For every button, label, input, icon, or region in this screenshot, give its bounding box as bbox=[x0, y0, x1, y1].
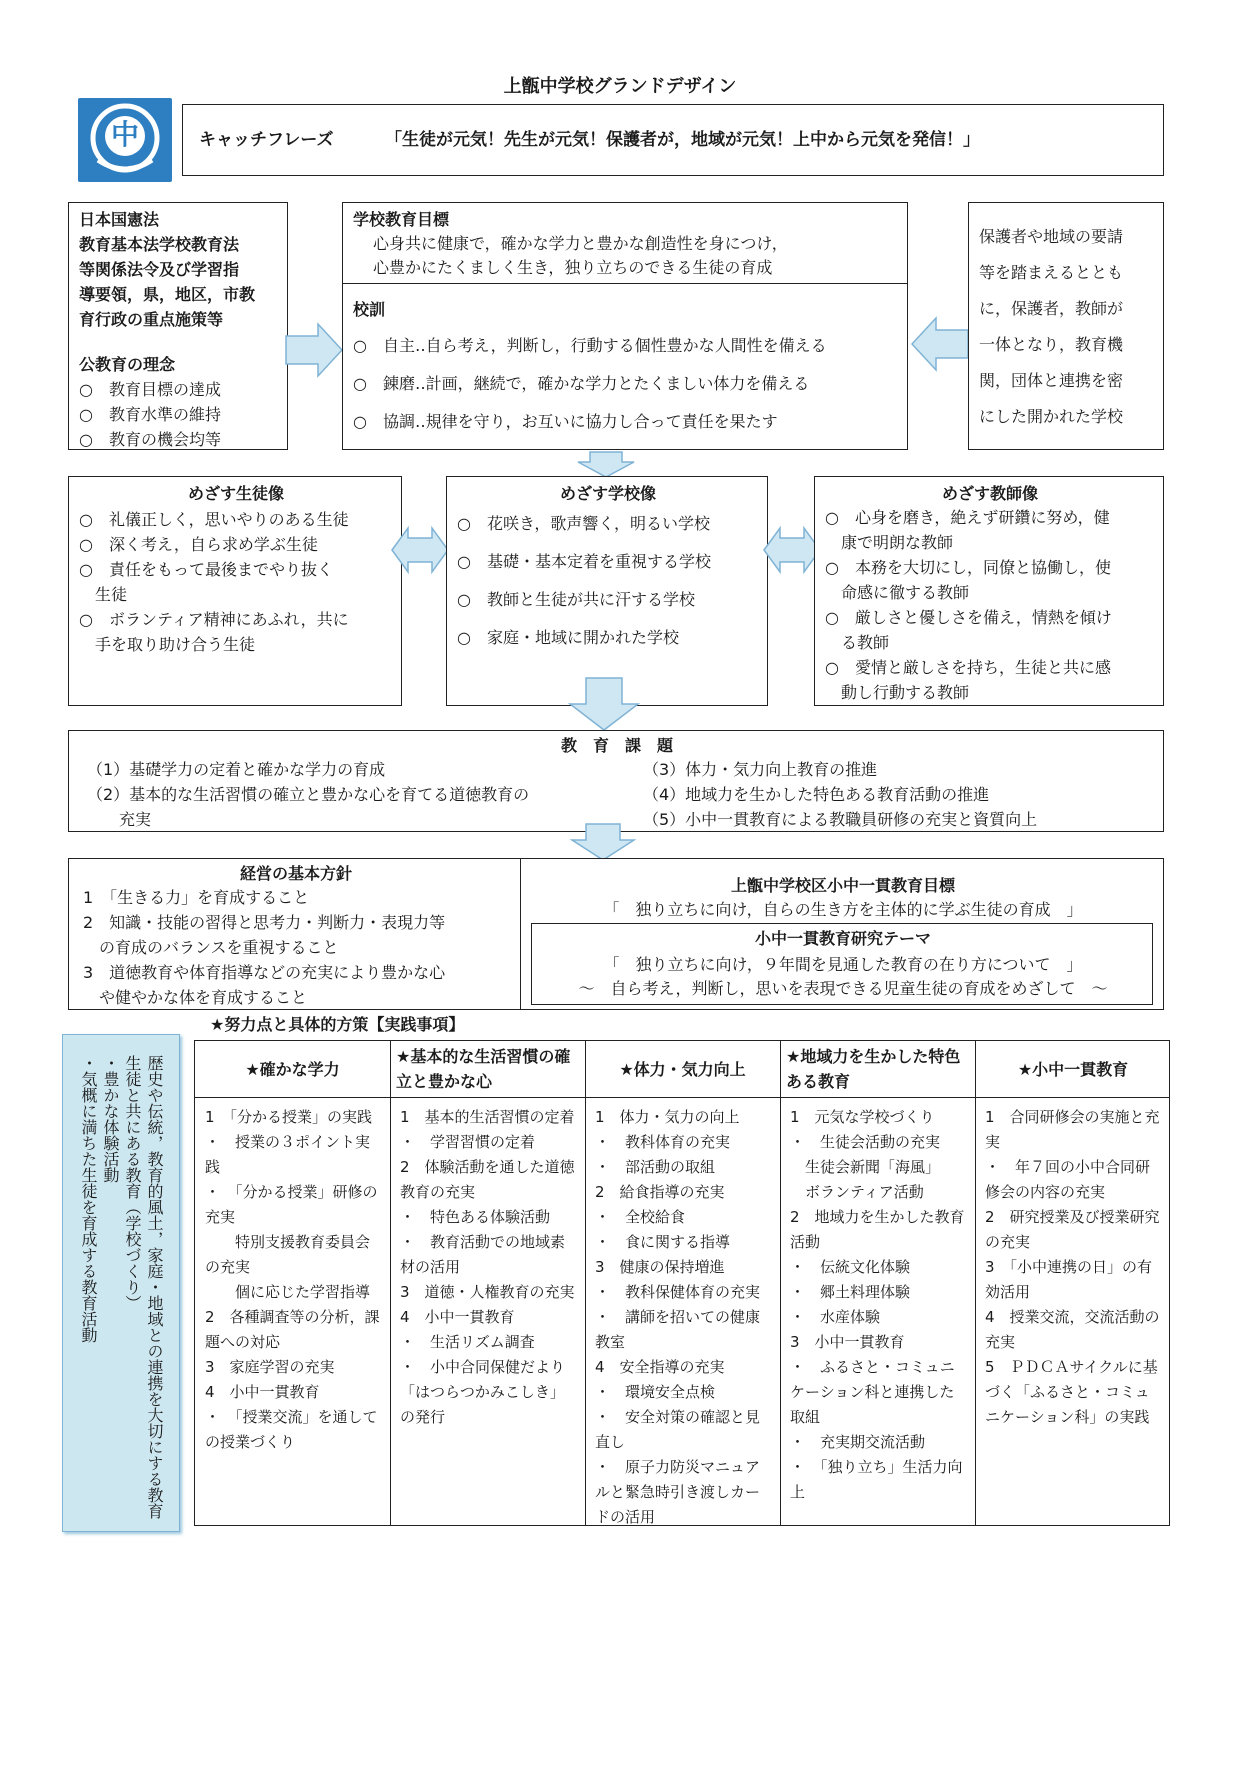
teacher-image-title: めざす教師像 bbox=[941, 484, 1038, 503]
motto-item: ○ 錬磨‥計画，継続で，確かな学力とたくましい体力を備える bbox=[353, 374, 810, 393]
practice-item: ・ 授業の３ポイント実践 bbox=[205, 1133, 371, 1176]
policy-line: 3 道徳教育や体育指導などの充実により豊かな心 bbox=[83, 963, 446, 982]
practice-item: ・ 学習習慣の定着 bbox=[400, 1133, 536, 1151]
issue-line: （3）体力・気力向上教育の推進 bbox=[643, 760, 878, 779]
arrow-down-icon bbox=[576, 450, 636, 478]
practice-item: 1 元気な学校づくり bbox=[790, 1108, 935, 1126]
issue-line: （2）基本的な生活習慣の確立と豊かな心を育てる道徳教育の bbox=[87, 785, 530, 804]
education-issues-box bbox=[68, 730, 1164, 832]
practice-item: ・ 全校給食 bbox=[595, 1208, 686, 1226]
catchphrase-label: キャッチフレーズ bbox=[199, 130, 334, 150]
practice-item: ボランティア活動 bbox=[790, 1183, 924, 1201]
page-title: 上甑中学校グランドデザイン bbox=[503, 76, 737, 97]
policy-line: 2 知識・技能の習得と思考力・判断力・表現力等 bbox=[83, 913, 446, 932]
ideal-item: ○ 教育水準の維持 bbox=[79, 405, 221, 424]
practice-item: 4 小中一貫教育 bbox=[400, 1308, 515, 1326]
school-image-item: ○ 教師と生徒が共に汗する学校 bbox=[457, 590, 695, 609]
practice-item: ・ 「分かる授業」研修の充実 bbox=[205, 1183, 378, 1226]
integrated-goal-box bbox=[520, 858, 1164, 1010]
community-line: 保護者や地域の要請 bbox=[979, 227, 1124, 246]
column-body bbox=[595, 1105, 771, 1530]
practice-item: ・ ふるさと・コミュニケーション科と連携した取組 bbox=[790, 1358, 955, 1426]
student-image-line: ○ 責任をもって最後までやり抜く bbox=[79, 560, 333, 579]
column-body bbox=[400, 1105, 576, 1430]
practice-item: ・ 水産体験 bbox=[790, 1308, 881, 1326]
practice-item: ・ 年７回の小中合同研修会の内容の充実 bbox=[985, 1158, 1151, 1201]
school-goal-title: 学校教育目標 bbox=[353, 210, 450, 229]
catchphrase-box bbox=[182, 104, 1164, 176]
teacher-image-line: 命感に徹する教師 bbox=[825, 583, 970, 602]
teacher-image-line: ○ 愛情と厳しさを持ち，生徒と共に感 bbox=[825, 658, 1111, 677]
community-box bbox=[968, 202, 1164, 450]
legal-basis-box bbox=[68, 202, 288, 450]
ideal-item: ○ 教育目標の達成 bbox=[79, 380, 221, 399]
school-goal-line: 心身共に健康で，確かな学力と豊かな創造性を身につけ， bbox=[373, 234, 788, 253]
column-body bbox=[985, 1105, 1161, 1430]
practice-item: 1 合同研修会の実施と充実 bbox=[985, 1108, 1160, 1151]
teacher-image-line: ○ 心身を磨き，絶えず研鑽に努め，健 bbox=[825, 508, 1110, 527]
student-image-line: ○ 礼儀正しく，思いやりのある生徒 bbox=[79, 510, 349, 529]
column-header: ★基本的な生活習慣の確立と豊かな心 bbox=[396, 1047, 571, 1091]
school-logo bbox=[78, 98, 172, 182]
management-policy-title: 経営の基本方針 bbox=[239, 864, 352, 883]
school-image-item: ○ 基礎・基本定着を重視する学校 bbox=[457, 552, 711, 571]
basis-line: 等関係法令及び学習指 bbox=[79, 260, 240, 279]
issue-line: 充実 bbox=[87, 810, 152, 829]
practice-item: ・ 原子力防災マニュアルと緊急時引き渡しカードの活用 bbox=[595, 1458, 761, 1526]
practice-item: 3 家庭学習の充実 bbox=[205, 1358, 335, 1376]
practice-item: 2 体験活動を通した道徳教育の充実 bbox=[400, 1158, 575, 1201]
student-image-line: ○ 深く考え，自ら求め学ぶ生徒 bbox=[79, 535, 318, 554]
basis-line: 導要領，県，地区，市教 bbox=[79, 285, 256, 304]
practice-item: ・ 安全対策の確認と見直し bbox=[595, 1408, 761, 1451]
school-goal-line: 心豊かにたくましく生き，独り立ちのできる生徒の育成 bbox=[373, 258, 773, 277]
research-theme-box bbox=[531, 923, 1153, 1005]
motto-item: ○ 協調‥規律を守り，お互いに協力し合って責任を果たす bbox=[353, 412, 778, 431]
column-header: ★地域力を生かした特色ある教育 bbox=[786, 1047, 961, 1091]
policy-line: 1 「生きる力」を育成すること bbox=[83, 888, 310, 907]
student-image-line: 生徒 bbox=[79, 585, 128, 604]
practice-item: ・ 郷土料理体験 bbox=[790, 1283, 911, 1301]
practice-item: 特別支援教育委員会の充実 bbox=[205, 1233, 371, 1276]
practice-item: ・ 教科体育の充実 bbox=[595, 1133, 731, 1151]
arrow-left-icon bbox=[908, 316, 970, 372]
integrated-goal-title: 上甑中学校区小中一貫教育目標 bbox=[730, 876, 955, 895]
practice-item: 3 健康の保持増進 bbox=[595, 1258, 725, 1276]
practice-item: 2 各種調査等の分析，課題への対応 bbox=[205, 1308, 380, 1351]
student-image-title: めざす生徒像 bbox=[187, 484, 284, 503]
research-theme-text: 「 独り立ちに向け，９年間を見通した教育の在り方について 」 bbox=[603, 955, 1083, 974]
column-body bbox=[205, 1105, 381, 1455]
practice-item: 3 「小中連携の日」の有効活用 bbox=[985, 1258, 1153, 1301]
banner-sub-text: ・豊かな体験活動 bbox=[101, 1055, 120, 1183]
practice-item: 2 給食指導の充実 bbox=[595, 1183, 725, 1201]
issue-line: （5）小中一貫教育による教職員研修の充実と資質向上 bbox=[643, 810, 1038, 829]
public-education-title: 公教育の理念 bbox=[79, 355, 176, 374]
school-image-item: ○ 家庭・地域に開かれた学校 bbox=[457, 628, 679, 647]
practice-item: 1 体力・気力の向上 bbox=[595, 1108, 740, 1126]
practice-item: 1 「分かる授業」の実践 bbox=[205, 1108, 373, 1126]
arrow-down-icon bbox=[570, 822, 636, 862]
practice-item: 個に応じた学習指導 bbox=[205, 1283, 371, 1301]
practice-item: 4 小中一貫教育 bbox=[205, 1383, 320, 1401]
school-goal-box bbox=[342, 202, 908, 450]
practice-item: 5 ＰＤＣＡサイクルに基づく「ふるさと・コミュニケーション科」の実践 bbox=[985, 1358, 1158, 1426]
issue-line: （1）基礎学力の定着と確かな学力の育成 bbox=[87, 760, 386, 779]
column-body bbox=[790, 1105, 966, 1505]
practice-item: ・ 講師を招いての健康教室 bbox=[595, 1308, 761, 1351]
catchphrase-text: 「生徒が元気！先生が元気！保護者が，地域が元気！上中から元気を発信！」 bbox=[385, 130, 980, 150]
teacher-image-box bbox=[814, 476, 1164, 706]
practice-header: ★努力点と具体的方策【実践事項】 bbox=[210, 1015, 465, 1034]
teacher-image-line: ○ 厳しさと優しさを備え，情熱を傾け bbox=[825, 608, 1112, 627]
column-header: ★小中一貫教育 bbox=[1017, 1059, 1129, 1079]
banner-sub-text: ・気概に満ちた生徒を育成する教育活動 bbox=[79, 1055, 98, 1343]
student-image-line: 手を取り助け合う生徒 bbox=[79, 635, 256, 654]
community-line: 一体となり，教育機 bbox=[979, 335, 1124, 354]
teacher-image-line: 康で明朗な教師 bbox=[825, 533, 954, 552]
student-image-line: ○ ボランティア精神にあふれ，共に bbox=[79, 610, 349, 629]
integrated-goal-text: 「 独り立ちに向け，自らの生き方を主体的に学ぶ生徒の育成 」 bbox=[603, 900, 1083, 919]
motto-title: 校訓 bbox=[353, 300, 386, 319]
practice-item: 生徒会新聞「海風」 bbox=[790, 1158, 941, 1176]
side-banner bbox=[62, 1034, 180, 1532]
research-theme-sub: ～ 自ら考え，判断し，思いを表現できる児童生徒の育成をめざして ～ bbox=[578, 979, 1108, 998]
practice-item: ・ 教科保健体育の充実 bbox=[595, 1283, 761, 1301]
double-arrow-icon bbox=[762, 522, 822, 578]
practice-item: ・ 食に関する指導 bbox=[595, 1233, 731, 1251]
practice-item: 1 基本的生活習慣の定着 bbox=[400, 1108, 575, 1126]
practice-item: ・ 部活動の取組 bbox=[595, 1158, 716, 1176]
column-header: ★確かな学力 bbox=[245, 1059, 340, 1079]
practice-table bbox=[194, 1040, 1170, 1526]
arrow-down-icon bbox=[568, 676, 640, 732]
basis-line: 育行政の重点施策等 bbox=[79, 310, 224, 329]
student-image-box bbox=[68, 476, 402, 706]
community-line: にした開かれた学校 bbox=[979, 407, 1124, 426]
ideal-item: ○ 教育の機会均等 bbox=[79, 430, 221, 449]
practice-item: 3 道徳・人権教育の充実 bbox=[400, 1283, 575, 1301]
double-arrow-icon bbox=[390, 522, 450, 578]
school-image-box bbox=[446, 476, 768, 706]
school-image-item: ○ 花咲き，歌声響く，明るい学校 bbox=[457, 514, 711, 533]
issue-line: （4）地域力を生かした特色ある教育活動の推進 bbox=[643, 785, 990, 804]
practice-item: ・ 生活リズム調査 bbox=[400, 1333, 535, 1351]
practice-item: ・ 環境安全点検 bbox=[595, 1383, 716, 1401]
practice-item: 4 授業交流，交流活動の充実 bbox=[985, 1308, 1160, 1351]
practice-item: ・ 充実期交流活動 bbox=[790, 1433, 926, 1451]
practice-item: ・ 特色ある体験活動 bbox=[400, 1208, 551, 1226]
arrow-right-icon bbox=[284, 322, 344, 378]
community-line: に，保護者，教師が bbox=[979, 299, 1124, 318]
community-line: 等を踏まえるととも bbox=[979, 263, 1124, 282]
banner-sub-text: 生徒と共にある教育（学校づくり） bbox=[123, 1055, 142, 1311]
practice-item: 2 地域力を生かした教育活動 bbox=[790, 1208, 965, 1251]
practice-item: ・ 伝統文化体験 bbox=[790, 1258, 911, 1276]
basis-line: 教育基本法学校教育法 bbox=[79, 235, 240, 254]
community-line: 関，団体と連携を密 bbox=[979, 371, 1124, 390]
policy-line: の育成のバランスを重視すること bbox=[83, 938, 339, 957]
research-theme-title: 小中一貫教育研究テーマ bbox=[754, 929, 931, 948]
practice-item: ・ 教育活動での地域素材の活用 bbox=[400, 1233, 566, 1276]
practice-item: 3 小中一貫教育 bbox=[790, 1333, 905, 1351]
column-header: ★体力・気力向上 bbox=[619, 1059, 746, 1079]
teacher-image-line: ○ 本務を大切にし，同僚と協働し，使 bbox=[825, 558, 1111, 577]
practice-item: ・ 「授業交流」を通しての授業づくり bbox=[205, 1408, 378, 1451]
management-policy-box bbox=[68, 858, 522, 1010]
basis-line: 日本国憲法 bbox=[79, 210, 160, 229]
policy-line: や健やかな体を育成すること bbox=[83, 988, 308, 1007]
motto-item: ○ 自主‥自ら考え，判断し，行動する個性豊かな人間性を備える bbox=[353, 336, 827, 355]
education-issues-title: 教 育 課 題 bbox=[560, 736, 673, 755]
banner-main-text: 歴史や伝統，教育的風土，家庭・地域との連携を大切にする教育 bbox=[145, 1055, 164, 1519]
logo-char: 中 bbox=[110, 118, 139, 151]
school-image-title: めざす学校像 bbox=[559, 484, 656, 503]
teacher-image-line: 動し行動する教師 bbox=[825, 683, 970, 702]
teacher-image-line: る教師 bbox=[825, 633, 890, 652]
practice-item: ・ 生徒会活動の充実 bbox=[790, 1133, 941, 1151]
practice-item: 4 安全指導の充実 bbox=[595, 1358, 725, 1376]
practice-item: ・ 「独り立ち」生活力向上 bbox=[790, 1458, 963, 1501]
practice-item: 2 研究授業及び授業研究の充実 bbox=[985, 1208, 1160, 1251]
practice-item: ・ 小中合同保健だより「はつらつかみこしき」の発行 bbox=[400, 1358, 566, 1426]
